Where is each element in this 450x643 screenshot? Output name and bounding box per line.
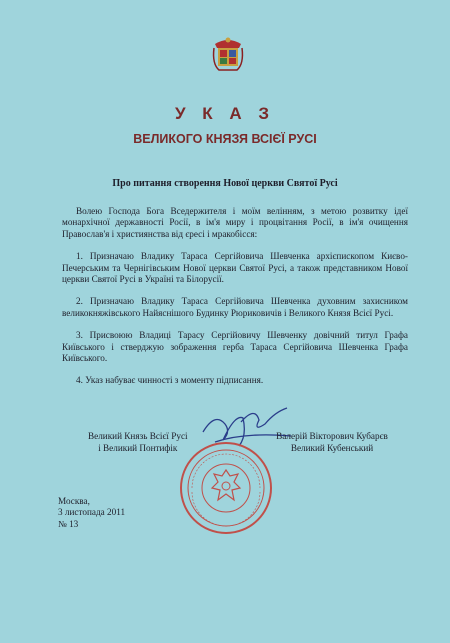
signatory-left-title: Великий Князь Всієї Русі xyxy=(88,431,188,441)
date: 3 листопада 2011 xyxy=(58,507,126,518)
paragraph-2: 2. Призначаю Владику Тараса Сергійовича Шевченка духовним захисником великокняжівського Найяснішого Будинку Рюриковичів і Великого Князя Всієї Русі. xyxy=(62,296,408,318)
signatory-left xyxy=(88,431,188,454)
signatory-right xyxy=(262,431,402,454)
place: Москва, xyxy=(58,496,90,506)
paragraph-4: 4. Указ набуває чинності з моменту підписання. xyxy=(76,375,264,386)
paragraph-1: 1. Призначаю Владику Тараса Сергійовича Шевченка архієпископом Києво-Печерським та Чернігівським Нової церкви Святої Русі, а також представником Нової церкви Святої Русі в Україні та Білорусії. xyxy=(62,251,408,285)
decree-subtitle: ВЕЛИКОГО КНЯЗЯ ВСІЄЇ РУСІ xyxy=(133,132,317,146)
place-date-number xyxy=(58,496,125,530)
signatory-right-name: Валерій Вікторович Кубарєв xyxy=(276,431,388,441)
decree-body xyxy=(62,206,408,398)
signatory-left-subtitle: і Великий Понтифік xyxy=(98,442,178,453)
decree-title: У К А З xyxy=(174,104,276,123)
round-seal-icon xyxy=(178,440,274,536)
paragraph-3: 3. Присвоюю Владиці Тарасу Сергійовичу Шевченку довічний титул Графа Київського і стверджую зображення герба Тараса Сергійовича Шевченка Графа Київського. xyxy=(62,330,408,364)
coat-of-arms-icon xyxy=(211,34,245,74)
decree-number: № 13 xyxy=(58,518,79,529)
decree-heading: Про питання створення Нової церкви Святої Русі xyxy=(112,178,338,189)
signatory-right-title: Великий Кубенський xyxy=(290,442,374,453)
paragraph-preamble: Волею Господа Бога Вседержителя і моїм велінням, з метою розвитку ідеї монархічної державності Росії, в ім'я миру і процвітання Росії, в ім'я очищення Православ'я і християнства від єресі і мракобісся: xyxy=(62,206,408,239)
